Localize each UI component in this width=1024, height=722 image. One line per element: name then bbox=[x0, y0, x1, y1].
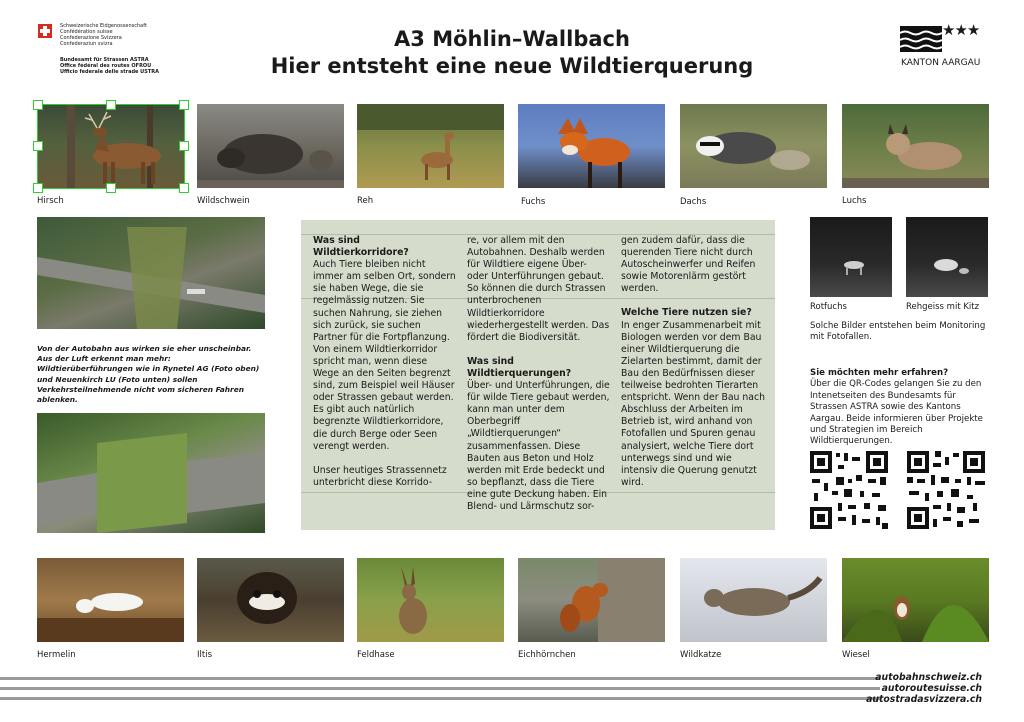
info-panel bbox=[301, 220, 775, 530]
photo-wildschwein[interactable] bbox=[197, 104, 344, 188]
caption-iltis: Iltis bbox=[197, 650, 212, 660]
title-line-1: A3 Möhlin–Wallbach bbox=[394, 27, 630, 51]
caption-wildkatze: Wildkatze bbox=[680, 650, 722, 660]
caption-rehgeiss: Rehgeiss mit Kitz bbox=[906, 302, 980, 312]
photo-aerial-rynetel[interactable] bbox=[37, 217, 265, 329]
footer-stripe-1 bbox=[0, 677, 880, 680]
text-wildtierkorridore: Auch Tiere bleiben nicht immer am selben Ort, sondern sie haben Wege, die sie regelmässig nutzen. Sie suchen Nahrung, sie ziehen sich zurück, sie suchen Partner für die Fortpflanzung. Von einem Wildtierkorridor spricht man, wenn diese Wege an den Seiten begrenzt sind, zum Beispiel weil Häuser oder Strassen gebaut werden. Es gibt auch natürlich begrenzte Wildtierkorridore, die durch Berge oder Seen verengt werden. bbox=[313, 259, 456, 452]
resize-handle-s[interactable] bbox=[106, 183, 116, 193]
resize-handle-se[interactable] bbox=[179, 183, 189, 193]
badger-icon bbox=[680, 104, 827, 188]
resize-handle-nw[interactable] bbox=[33, 100, 43, 110]
heading-welche-tiere: Welche Tiere nutzen sie? bbox=[621, 307, 752, 319]
fox-icon bbox=[518, 104, 665, 188]
photo-fuchs[interactable] bbox=[518, 104, 665, 188]
caption-rotfuchs: Rotfuchs bbox=[810, 302, 847, 312]
url-autobahnschweiz[interactable]: autobahnschweiz.ch bbox=[875, 672, 982, 683]
photo-feldhase[interactable] bbox=[357, 558, 504, 642]
photo-iltis[interactable] bbox=[197, 558, 344, 642]
qr-code-icon bbox=[808, 449, 890, 531]
more-info-heading: Sie möchten mehr erfahren? bbox=[810, 368, 949, 378]
confed-line-de: Schweizerische Eidgenossenschaft bbox=[60, 23, 147, 29]
panel-column-1 bbox=[313, 235, 456, 501]
caption-feldhase: Feldhase bbox=[357, 650, 395, 660]
photo-luchs[interactable] bbox=[842, 104, 989, 188]
canton-name: KANTON AARGAU bbox=[901, 58, 981, 68]
qr-code-astra[interactable] bbox=[808, 449, 890, 531]
caption-eichhoernchen: Eichhörnchen bbox=[518, 650, 576, 660]
photo-dachs[interactable] bbox=[680, 104, 827, 188]
caption-wiesel: Wiesel bbox=[842, 650, 870, 660]
confed-line-rm: Confederaziun svizra bbox=[60, 41, 113, 47]
camera-deer-icon bbox=[906, 217, 988, 297]
panel-column-2 bbox=[467, 235, 610, 525]
caption-fuchs: Fuchs bbox=[521, 197, 546, 207]
text-wildtierquerungen: Über- und Unterführungen, die für wilde Tiere gebaut werden, kann man unter dem Oberbegriff „Wildtierquerungen“ zusammenfassen. Diese Bauten aus Beton und Holz werden mit Erde bedeckt und so bepflanzt, dass die Tiere eine gute Deckung haben. Ein Blend- und Lärmschutz sor- bbox=[467, 380, 610, 512]
photo-wiesel[interactable] bbox=[842, 558, 989, 642]
url-autoroutesuisse[interactable]: autoroutesuisse.ch bbox=[881, 683, 982, 694]
photo-eichhoernchen[interactable] bbox=[518, 558, 665, 642]
caption-hermelin: Hermelin bbox=[37, 650, 76, 660]
more-info-text: Über die QR-Codes gelangen Sie zu den Intenetseiten des Bundesamts für Strassen ASTRA sowie des Kantons Aargau. Beide informieren über Projekte und Strategien im Bereich Wildtierquerungen. bbox=[810, 379, 983, 447]
resize-handle-e[interactable] bbox=[179, 141, 189, 151]
panel-column-3 bbox=[621, 235, 767, 501]
astra-line-fr: Office fédéral des routes OFROU bbox=[60, 63, 152, 69]
title-line-2: Hier entsteht eine neue Wildtierquerung bbox=[270, 54, 754, 78]
resize-handle-w[interactable] bbox=[33, 141, 43, 151]
squirrel-icon bbox=[518, 558, 665, 642]
resize-handle-sw[interactable] bbox=[33, 183, 43, 193]
more-info bbox=[810, 368, 990, 448]
weasel-icon bbox=[842, 558, 989, 642]
caption-hirsch: Hirsch bbox=[37, 196, 64, 206]
qr-code-aargau[interactable] bbox=[905, 449, 987, 531]
caption-luchs: Luchs bbox=[842, 196, 867, 206]
text-strassennetz: Unser heutiges Strassennetz unterbricht diese Korrido- bbox=[313, 464, 447, 488]
heading-wildtierquerungen: Was sind Wildtierquerungen? bbox=[467, 355, 572, 379]
aargau-stars-icon: ★★★ bbox=[942, 21, 980, 39]
text-autobahnen: re, vor allem mit den Autobahnen. Deshalb werden für Wildtiere eigene Über- oder Unterführungen gebaut. So können die durch Strassen unterbrochenen Wildtierkorridore wiederhergestellt werden. Das fördert die Biodiversität. bbox=[467, 235, 610, 343]
page-title bbox=[0, 21, 1024, 80]
text-welche-tiere: In enger Zusammenarbeit mit Biologen werden vor dem Bau einer Wildtierquerung die Zielarten bestimmt, damit der Bau den Bedürfnissen dieser teilweise bedrohten Tierarten entspricht. Wenn der Bau nach Abschluss der Arbeiten im Betrieb ist, wird anhand von Fotofallen und Spuren genau analysiert, welche Tiere dort unterwegs sind und wie intensiv die Querung genutzt wird. bbox=[621, 319, 765, 488]
footer-stripe-2 bbox=[0, 687, 880, 690]
qr-code-icon bbox=[905, 449, 987, 531]
confed-line-it: Confederazione Svizzera bbox=[60, 35, 122, 41]
photo-wildkatze[interactable] bbox=[680, 558, 827, 642]
photo-camera-trap-fox[interactable] bbox=[810, 217, 892, 297]
boar-icon bbox=[197, 104, 344, 188]
heading-wildtierkorridore: Was sind Wildtierkorridore? bbox=[313, 235, 409, 259]
camera-fox-icon bbox=[810, 217, 892, 297]
lynx-icon bbox=[842, 104, 989, 188]
astra-line-de: Bundesamt für Strassen ASTRA bbox=[60, 57, 149, 63]
photo-reh[interactable] bbox=[357, 104, 504, 188]
astra-line-it: Ufficio federale delle strade USTRA bbox=[60, 69, 159, 75]
selection-box bbox=[37, 104, 185, 189]
caption-dachs: Dachs bbox=[680, 197, 707, 207]
text-blendschutz: gen zudem dafür, dass die querenden Tiere nicht durch Autoscheinwerfer und Reifen sowie Motorenlärm gestört werden. bbox=[621, 235, 756, 295]
stoat-icon bbox=[37, 558, 184, 642]
photo-camera-trap-deer[interactable] bbox=[906, 217, 988, 297]
caption-reh: Reh bbox=[357, 196, 374, 206]
url-autostradasvizzera[interactable]: autostradasvizzera.ch bbox=[866, 694, 982, 705]
photo-aerial-neuenkirch[interactable] bbox=[37, 413, 265, 533]
resize-handle-n[interactable] bbox=[106, 100, 116, 110]
resize-handle-ne[interactable] bbox=[179, 100, 189, 110]
monitoring-caption: Solche Bilder entstehen beim Monitoring mit Fotofallen. bbox=[810, 321, 986, 343]
hare-icon bbox=[357, 558, 504, 642]
wildcat-icon bbox=[680, 558, 827, 642]
polecat-icon bbox=[197, 558, 344, 642]
aerial-crossing-icon-2 bbox=[37, 413, 265, 533]
aerial-caption: Von der Autobahn aus wirken sie eher unscheinbar. Aus der Luft erkennt man mehr: Wildtierüberführungen wie in Rynetel AG (Foto oben) und Neuenkirch LU (Foto unten) sollen Verkehrsteilnehmende nicht vom sicheren Fahren ablenken. bbox=[37, 344, 260, 405]
aargau-waves-icon bbox=[900, 26, 942, 52]
roe-deer-icon bbox=[357, 104, 504, 188]
caption-wildschwein: Wildschwein bbox=[197, 196, 250, 206]
footer-stripe-3 bbox=[0, 697, 880, 700]
photo-hermelin[interactable] bbox=[37, 558, 184, 642]
confed-line-fr: Confédération suisse bbox=[60, 29, 113, 35]
aerial-crossing-icon bbox=[37, 217, 265, 329]
